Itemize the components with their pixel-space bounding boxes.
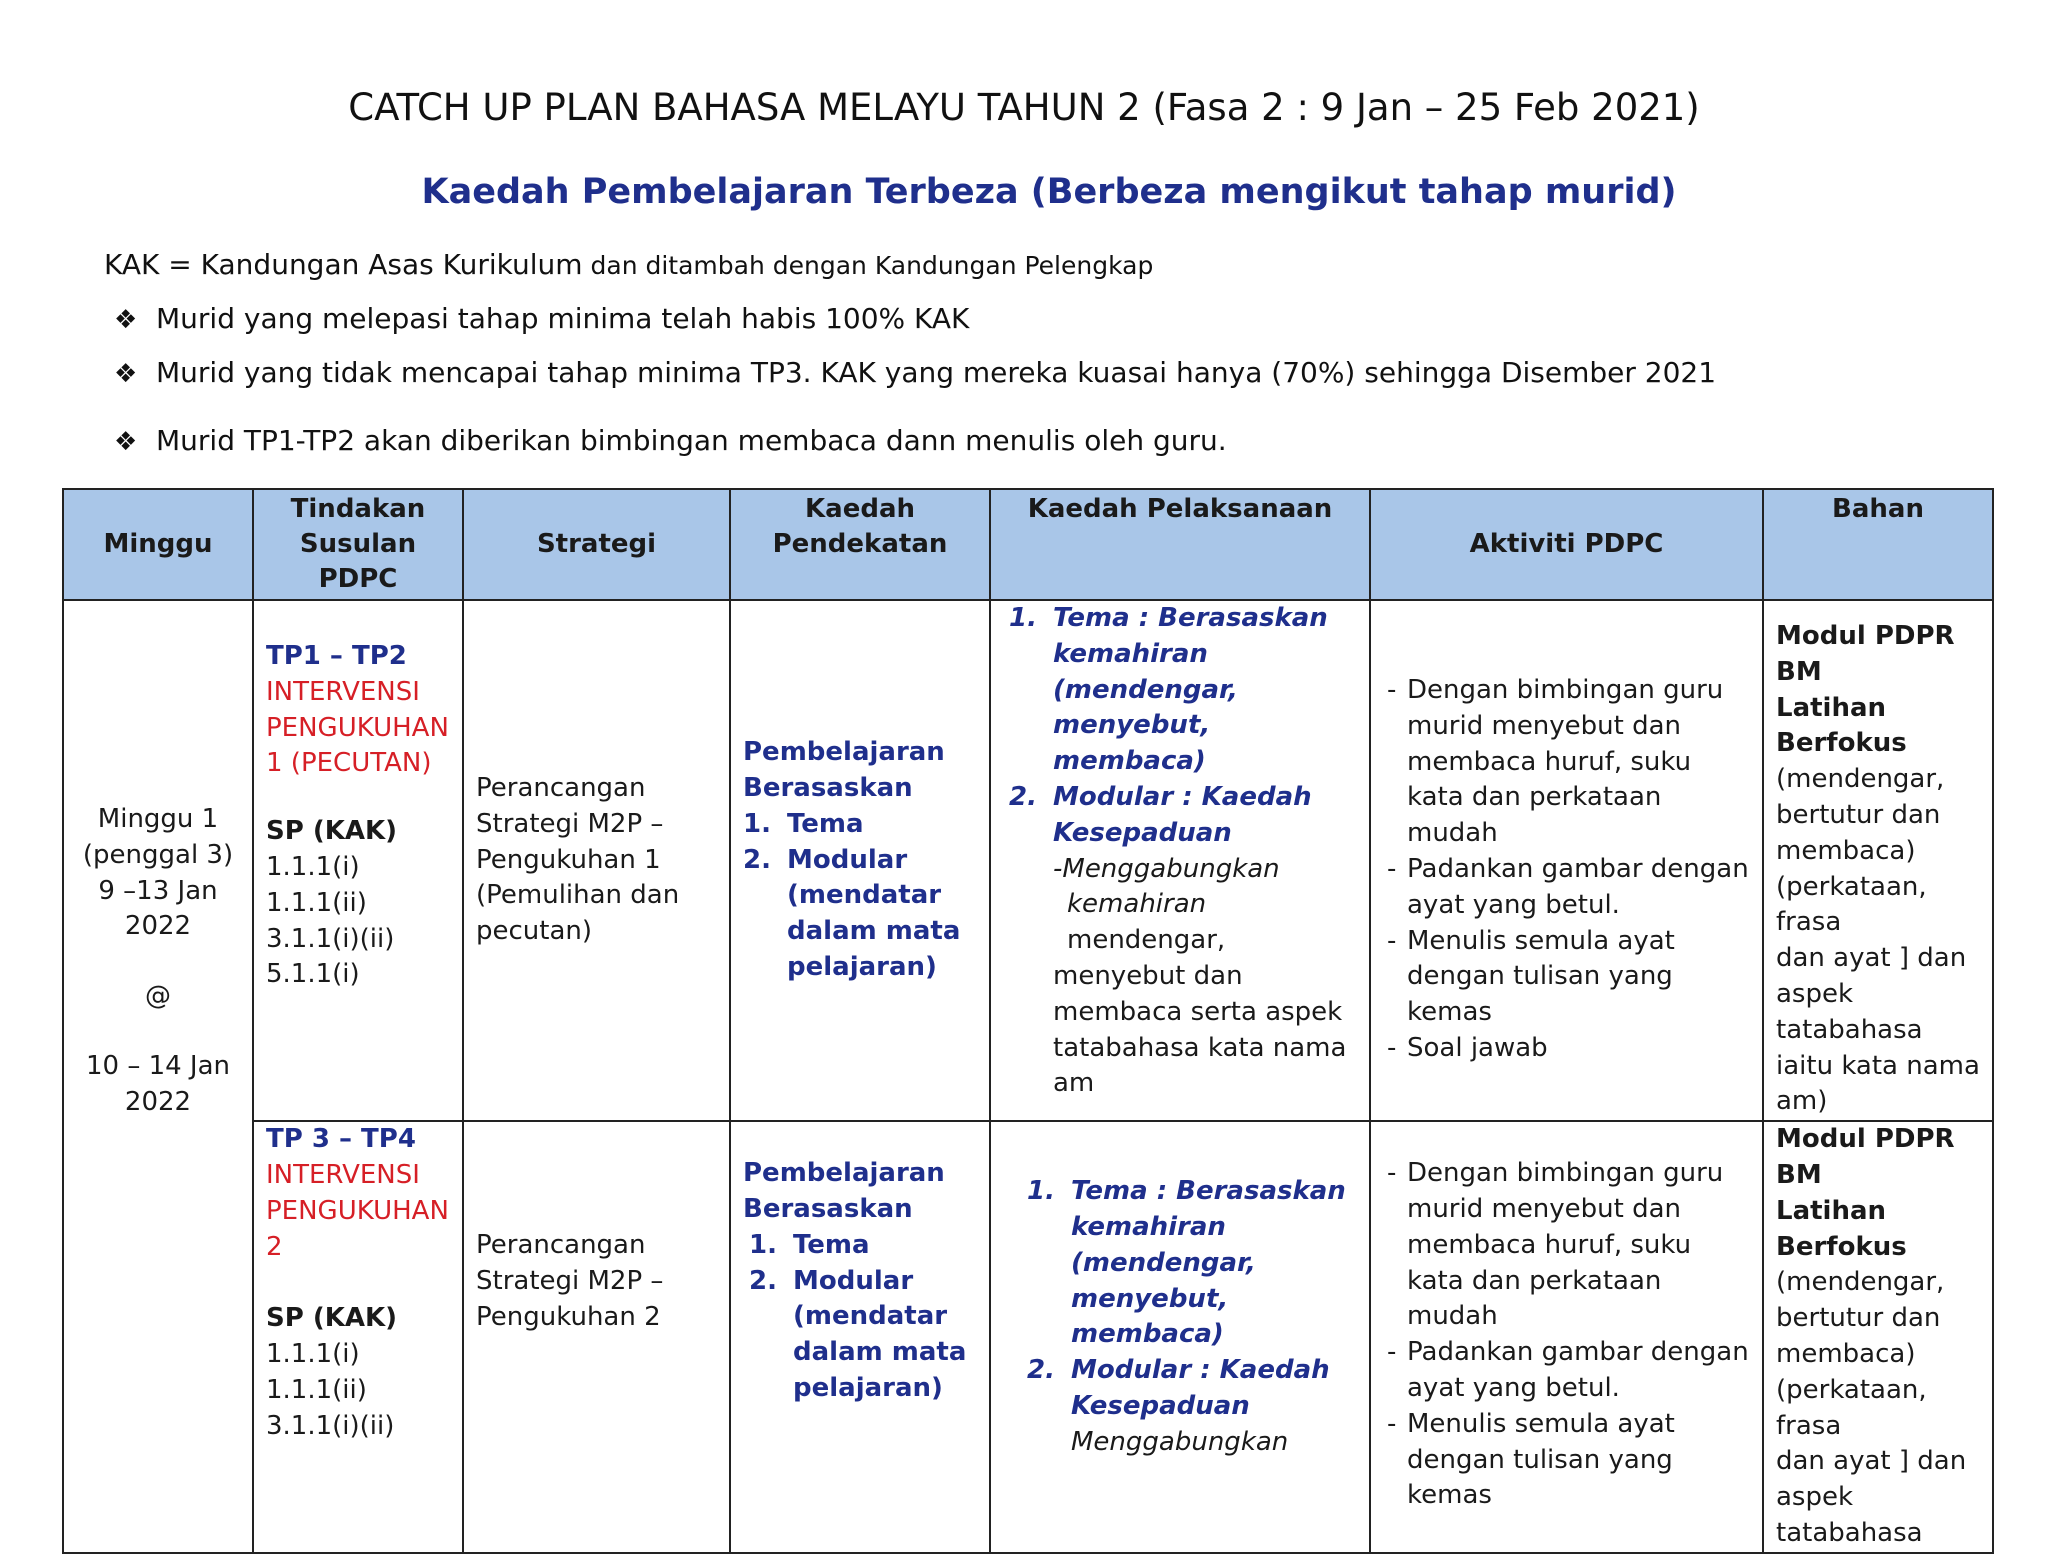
- pelaksanaan-extra: Menggabungkan: [1071, 1426, 1289, 1457]
- minggu-line: @: [145, 981, 171, 1012]
- bahan-title: Berfokus: [1776, 728, 1907, 759]
- kaedah-title: Berasaskan: [743, 773, 913, 804]
- pelaksanaan-text: kemahiran: [1071, 1211, 1226, 1242]
- page-subtitle: Kaedah Pembelajaran Terbeza (Berbeza mengikut tahap murid): [421, 172, 1677, 212]
- minggu-line: 2022: [124, 911, 192, 942]
- catch-up-plan-table: [62, 488, 1994, 1554]
- bahan-title: Latihan: [1776, 1195, 1887, 1226]
- strategi-line: Pengukuhan 1: [476, 844, 661, 875]
- minggu-line: 2022: [124, 1086, 192, 1117]
- bahan-text: aspek tatabahasa: [1776, 1482, 1923, 1548]
- bahan-text: (perkataan, frasa: [1776, 1374, 1927, 1441]
- list-number: 1.: [749, 1229, 777, 1260]
- strategi-line: Strategi M2P –: [476, 808, 664, 839]
- cell-minggu: [63, 600, 253, 1553]
- bullet-item: [114, 356, 1716, 389]
- pelaksanaan-text: (mendengar,: [1071, 1247, 1256, 1278]
- intervensi-line: PENGUKUHAN: [266, 1195, 449, 1226]
- tp-label: TP 3 – TP4: [266, 1124, 416, 1155]
- cell-pelaksanaan: [990, 1121, 1370, 1553]
- bahan-text: bertutur dan: [1776, 799, 1941, 830]
- pelaksanaan-text: Modular : Kaedah: [1071, 1355, 1330, 1386]
- header-strategi: Strategi: [463, 489, 730, 600]
- strategi-line: Perancangan: [476, 1230, 646, 1261]
- kaedah-item-text: Modular: [787, 844, 908, 875]
- minggu-line: 10 – 14 Jan: [85, 1051, 231, 1082]
- list-item: - Dengan bimbingan guru murid menyebut dan membaca huruf, suku kata dan perkataan mudah: [1383, 673, 1750, 852]
- list-item: - Padankan gambar dengan ayat yang betul.: [1383, 852, 1750, 924]
- intervensi-line: INTERVENSI: [266, 1159, 420, 1190]
- list-item: [743, 843, 977, 986]
- tp-label: TP1 – TP2: [266, 641, 407, 671]
- header-tindakan: [253, 489, 463, 600]
- sp-code: 1.1.1(ii): [266, 887, 367, 918]
- header-pelaksanaan: Kaedah Pelaksanaan: [990, 489, 1370, 600]
- intervensi-line: INTERVENSI: [266, 676, 420, 707]
- kaedah-list: [743, 807, 977, 986]
- header-tindakan-line: Susulan PDPC: [299, 529, 417, 594]
- list-number: 1.: [1027, 1176, 1055, 1207]
- pelaksanaan-extra-text: membaca serta aspek: [1053, 996, 1343, 1027]
- pelaksanaan-text: Kesepaduan: [1071, 1390, 1250, 1421]
- minggu-line: Minggu 1: [97, 804, 219, 835]
- minggu-line: (penggal 3): [82, 839, 234, 870]
- pelaksanaan-extra-italic: kemahiran: [1067, 889, 1207, 920]
- list-number: 2.: [749, 1265, 777, 1296]
- list-item: [1009, 780, 1357, 852]
- list-item: - Menulis semula ayat dengan tulisan yang kemas: [1383, 924, 1750, 1031]
- diamond-bullet-icon: ❖: [114, 427, 138, 457]
- table-row: [63, 1121, 1993, 1553]
- pelaksanaan-extra-text: am: [1053, 1068, 1095, 1099]
- kaedah-title: Pembelajaran: [743, 1158, 945, 1189]
- pelaksanaan-extra-italic: -Menggabungkan: [1053, 853, 1280, 884]
- cell-bahan: [1763, 600, 1993, 1121]
- bahan-text: (mendengar,: [1776, 764, 1945, 795]
- strategi-line: Strategi M2P –: [476, 1265, 664, 1296]
- header-kaedah-line: Kaedah: [805, 494, 915, 524]
- page-title: CATCH UP PLAN BAHASA MELAYU TAHUN 2 (Fasa 2 : 9 Jan – 25 Feb 2021): [348, 86, 1700, 129]
- cell-kaedah: [730, 600, 990, 1121]
- bahan-title: Latihan: [1776, 692, 1887, 723]
- kak-definition-small: dan ditambah dengan Kandungan Pelengkap: [582, 251, 1154, 280]
- pelaksanaan-extra: [1009, 852, 1357, 1103]
- pelaksanaan-list: [1027, 1174, 1357, 1425]
- bullet-text: Murid TP1-TP2 akan diberikan bimbingan membaca dann menulis oleh guru.: [156, 424, 1227, 457]
- cell-aktiviti: [1370, 1121, 1763, 1553]
- pelaksanaan-text: Tema : Berasaskan: [1053, 603, 1328, 633]
- bahan-text: membaca): [1776, 835, 1916, 866]
- pelaksanaan-text: kemahiran: [1053, 638, 1208, 669]
- cell-aktiviti: [1370, 600, 1763, 1121]
- cell-strategi: [463, 1121, 730, 1553]
- bahan-text: bertutur dan: [1776, 1303, 1941, 1334]
- list-item: - Dengan bimbingan guru murid menyebut dan membaca huruf, suku kata dan perkataan mudah: [1383, 1156, 1750, 1335]
- table-row: [63, 600, 1993, 1121]
- list-item: - Padankan gambar dengan ayat yang betul.: [1383, 1335, 1750, 1407]
- bahan-title: Modul PDPR BM: [1776, 621, 1955, 687]
- sp-label: SP (KAK): [266, 1303, 398, 1334]
- intervensi-line: PENGUKUHAN: [266, 712, 449, 743]
- bullet-item: [114, 302, 969, 335]
- pelaksanaan-extra-text: mendengar,: [1067, 925, 1226, 956]
- list-item: [743, 807, 977, 843]
- minggu-line: 9 –13 Jan: [98, 875, 218, 906]
- sp-code: 3.1.1(i)(ii): [266, 1410, 395, 1441]
- bullet-text: Murid yang melepasi tahap minima telah habis 100% KAK: [156, 302, 970, 335]
- pelaksanaan-extra-text: tatabahasa kata nama: [1053, 1032, 1347, 1063]
- kaedah-list: [743, 1228, 977, 1407]
- header-kaedah-line: Pendekatan: [772, 529, 948, 559]
- bahan-text: dan ayat ] dan: [1776, 1446, 1967, 1477]
- cell-kaedah: [730, 1121, 990, 1553]
- sp-code: 1.1.1(ii): [266, 1374, 367, 1405]
- diamond-bullet-icon: ❖: [114, 305, 138, 335]
- list-item: - Soal jawab: [1383, 1031, 1750, 1067]
- header-bahan: Bahan: [1763, 489, 1993, 600]
- pelaksanaan-text: menyebut, membaca): [1071, 1283, 1229, 1350]
- list-item: [749, 1264, 977, 1407]
- list-item: [1027, 1353, 1357, 1425]
- header-minggu: Minggu: [63, 489, 253, 600]
- aktiviti-list: [1383, 673, 1750, 1067]
- kaedah-item-text: dalam mata: [787, 916, 961, 947]
- sp-code: 1.1.1(i): [266, 851, 360, 882]
- pelaksanaan-text: Modular : Kaedah: [1053, 781, 1312, 812]
- sp-code: 3.1.1(i)(ii): [266, 923, 395, 954]
- bahan-title: Berfokus: [1776, 1231, 1907, 1262]
- kaedah-item-text: Tema: [793, 1229, 870, 1260]
- cell-bahan: [1763, 1121, 1993, 1553]
- bahan-title: Modul PDPR BM: [1776, 1124, 1955, 1190]
- sp-label: SP (KAK): [266, 816, 398, 847]
- list-number: 2.: [1027, 1355, 1055, 1386]
- list-number: 1.: [743, 808, 771, 839]
- kaedah-title: Berasaskan: [743, 1193, 913, 1224]
- header-aktiviti: Aktiviti PDPC: [1370, 489, 1763, 600]
- strategi-line: Pengukuhan 2: [476, 1301, 661, 1332]
- kaedah-item-text: (mendatar: [787, 880, 942, 911]
- kaedah-item-text: (mendatar: [793, 1301, 948, 1332]
- kak-definition: [104, 248, 1153, 281]
- pelaksanaan-text: membaca): [1053, 746, 1206, 777]
- list-item: [1027, 1174, 1357, 1353]
- bahan-text: membaca): [1776, 1338, 1916, 1369]
- table-header-row: [63, 489, 1993, 600]
- bahan-text: aspek tatabahasa: [1776, 978, 1923, 1045]
- list-item: - Menulis semula ayat dengan tulisan yang kemas: [1383, 1407, 1750, 1514]
- sp-code: 1.1.1(i): [266, 1339, 360, 1370]
- bahan-text: dan ayat ] dan: [1776, 943, 1967, 974]
- cell-tindakan: [253, 1121, 463, 1553]
- pelaksanaan-extra-text: menyebut dan: [1053, 960, 1243, 991]
- kaedah-item-text: Tema: [787, 808, 864, 839]
- strategi-line: (Pemulihan dan: [476, 880, 680, 911]
- aktiviti-list: [1383, 1156, 1750, 1514]
- intervensi-line: 1 (PECUTAN): [266, 748, 432, 779]
- bahan-text: iaitu kata nama: [1776, 1050, 1980, 1081]
- pelaksanaan-list: [1009, 601, 1357, 852]
- pelaksanaan-text: Tema : Berasaskan: [1071, 1176, 1346, 1207]
- kaedah-item-text: pelajaran): [787, 952, 937, 983]
- kaedah-item-text: dalam mata: [793, 1337, 967, 1368]
- bullet-item: [114, 424, 1227, 457]
- diamond-bullet-icon: ❖: [114, 359, 138, 389]
- cell-tindakan: [253, 600, 463, 1121]
- pelaksanaan-text: (mendengar, menyebut,: [1053, 674, 1238, 741]
- bahan-text: am): [1776, 1086, 1828, 1117]
- list-number: 1.: [1009, 603, 1037, 633]
- list-number: 2.: [1009, 781, 1037, 812]
- header-kaedah: [730, 489, 990, 600]
- bahan-text: (mendengar,: [1776, 1267, 1945, 1298]
- kaedah-item-text: pelajaran): [793, 1372, 943, 1403]
- list-item: [1009, 601, 1357, 780]
- kaedah-title: Pembelajaran: [743, 737, 945, 768]
- list-number: 2.: [743, 844, 771, 875]
- pelaksanaan-text: Kesepaduan: [1053, 817, 1232, 848]
- strategi-line: Perancangan: [476, 773, 646, 804]
- strategi-line: pecutan): [476, 916, 593, 947]
- kaedah-item-text: Modular: [793, 1265, 914, 1296]
- kak-definition-main: KAK = Kandungan Asas Kurikulum: [104, 248, 583, 281]
- intervensi-line: 2: [266, 1231, 283, 1262]
- bullet-text: Murid yang tidak mencapai tahap minima TP3. KAK yang mereka kuasai hanya (70%) sehingga Disember 2021: [156, 356, 1717, 389]
- cell-pelaksanaan: [990, 600, 1370, 1121]
- cell-strategi: [463, 600, 730, 1121]
- list-item: [749, 1228, 977, 1264]
- bahan-text: (perkataan, frasa: [1776, 871, 1927, 938]
- header-tindakan-line: Tindakan: [290, 494, 426, 524]
- sp-code: 5.1.1(i): [266, 959, 360, 990]
